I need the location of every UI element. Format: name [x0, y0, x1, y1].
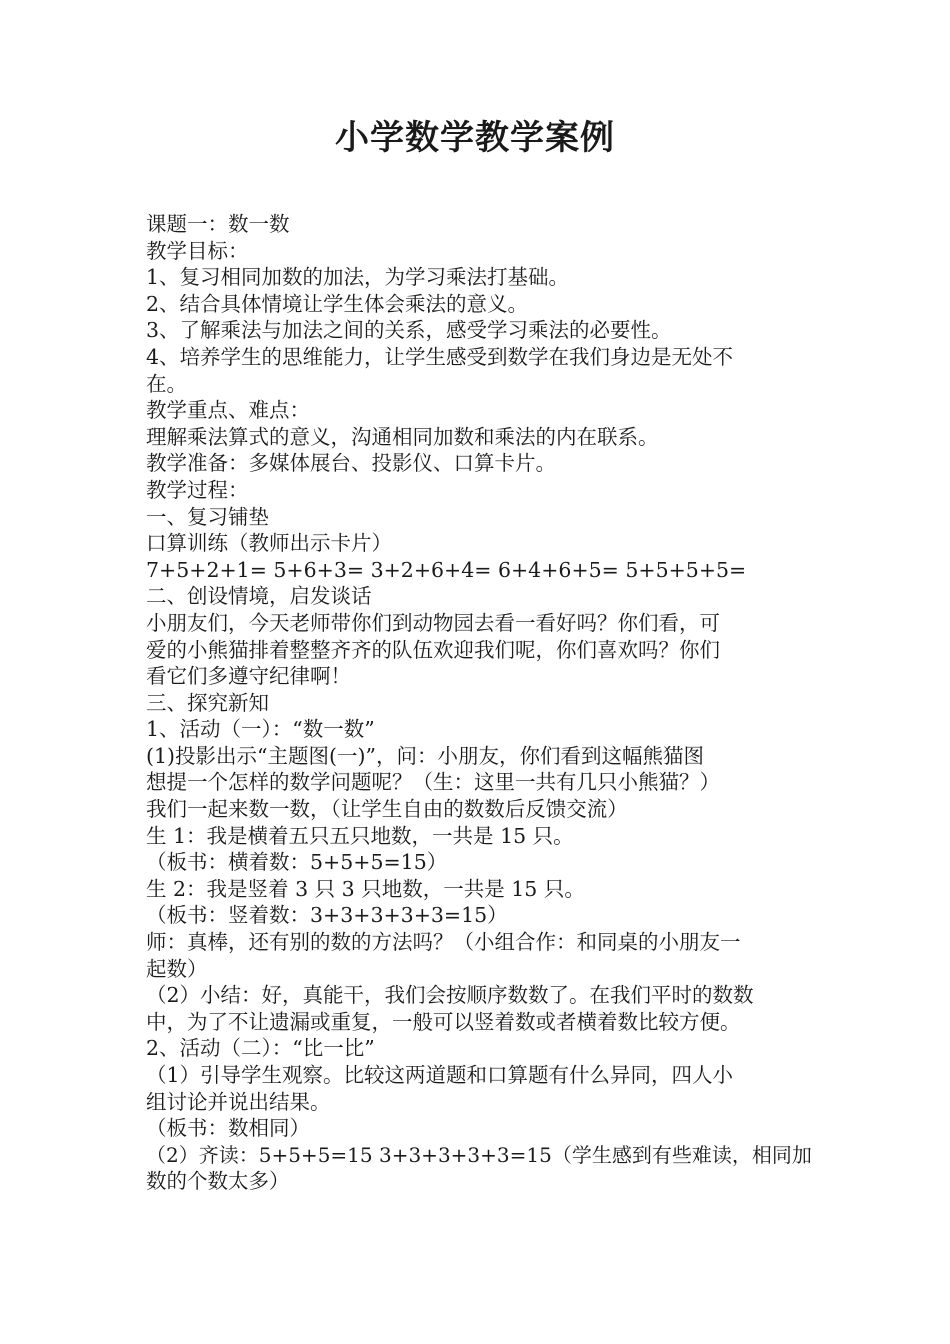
key-points-text: 理解乘法算式的意义，沟通相同加数和乘法的内在联系。	[146, 424, 659, 449]
paragraph-line: 起数）	[146, 956, 208, 981]
step-heading: 一、复习铺垫	[146, 504, 269, 529]
board-note: （板书：数相同）	[146, 1116, 310, 1141]
paragraph-line: (1)投影出示“主题图(一)”，问：小朋友，你们看到这幅熊猫图	[146, 743, 704, 768]
paragraph-line: 组讨论并说出结果。	[146, 1089, 331, 1114]
objective-item: 4、培养学生的思维能力，让学生感受到数学在我们身边是无处不	[146, 344, 734, 369]
lesson-topic: 课题一：数一数	[146, 212, 290, 236]
paragraph-line: （1）引导学生观察。比较这两道题和口算题有什么异同，四人小	[146, 1063, 734, 1087]
paragraph-line: （2）小结：好，真能干，我们会按顺序数数了。在我们平时的数数	[146, 983, 754, 1008]
activity-heading: 2、活动（二）：“比一比”	[146, 1036, 375, 1061]
objective-item-continued: 在。	[146, 371, 187, 396]
document-title: 小学数学教学案例	[335, 118, 615, 158]
section-heading-process: 教学过程：	[146, 477, 249, 502]
objective-item: 2、结合具体情境让学生体会乘法的意义。	[146, 291, 529, 316]
paragraph-line: 生 2：我是竖着 3 只 3 只地数，一共是 15 只。	[146, 876, 585, 901]
board-note: （板书：竖着数：3+3+3+3+3=15）	[146, 903, 508, 928]
paragraph-line: 小朋友们，今天老师带你们到动物园去看一看好吗？你们看，可	[146, 610, 720, 635]
paragraph-line: 生 1：我是横着五只五只地数，一共是 15 只。	[146, 823, 574, 848]
paragraph-line: 我们一起来数一数，（让学生自由的数数后反馈交流）	[146, 797, 628, 822]
preparation-text: 教学准备：多媒体展台、投影仪、口算卡片。	[146, 451, 556, 476]
objective-item: 3、了解乘法与加法之间的关系，感受学习乘法的必要性。	[146, 318, 672, 343]
paragraph-line: 想提一个怎样的数学问题呢？（生：这里一共有几只小熊猫？）	[146, 770, 720, 795]
paragraph-line: 看它们多遵守纪律啊！	[146, 664, 351, 689]
step-heading: 三、探究新知	[146, 690, 269, 715]
paragraph-line: 口算训练（教师出示卡片）	[146, 531, 392, 556]
board-note: （板书：横着数：5+5+5=15）	[146, 850, 448, 875]
section-heading-objectives: 教学目标：	[146, 238, 249, 263]
objective-item: 1、复习相同加数的加法，为学习乘法打基础。	[146, 265, 570, 290]
paragraph-line: 中，为了不让遗漏或重复，一般可以竖着数或者横着数比较方便。	[146, 1009, 741, 1034]
paragraph-line: 数的个数太多）	[146, 1169, 290, 1194]
paragraph-line: （2）齐读：5+5+5=15 3+3+3+3+3=15（学生感到有些难读，相同加	[146, 1142, 812, 1167]
activity-heading: 1、活动（一）：“数一数”	[146, 717, 375, 742]
step-heading: 二、创设情境，启发谈话	[146, 584, 372, 609]
paragraph-line: 师：真棒，还有别的数的方法吗？（小组合作：和同桌的小朋友一	[146, 930, 741, 955]
paragraph-line: 爱的小熊猫排着整整齐齐的队伍欢迎我们呢，你们喜欢吗？你们	[146, 637, 720, 662]
document-body	[146, 211, 814, 1195]
section-heading-key-points: 教学重点、难点：	[146, 398, 310, 423]
arithmetic-drill: 7+5+2+1= 5+6+3= 3+2+6+4= 6+4+6+5= 5+5+5+5=	[146, 557, 747, 582]
